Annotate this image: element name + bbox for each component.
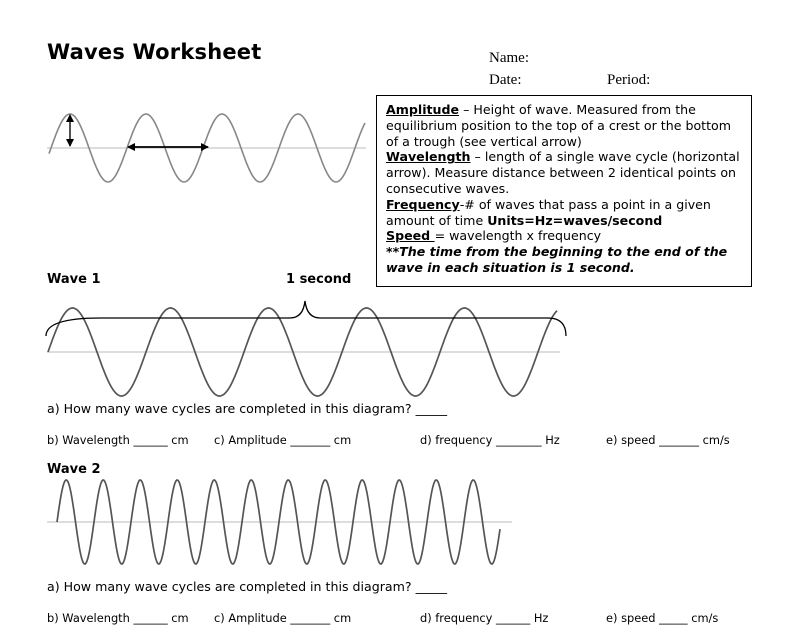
worksheet-title: Waves Worksheet (47, 40, 262, 64)
date-label: Date: (489, 72, 522, 88)
frequency-term: Frequency (386, 196, 460, 212)
wave2-question-b: b) Wavelength ______ cm (47, 611, 189, 625)
one-second-brace (46, 301, 566, 336)
period-label: Period: (607, 72, 651, 88)
speed-text: = wavelength x frequency (434, 228, 602, 244)
frequency-text: -# of waves that pass a point in a given amount of time (386, 196, 711, 228)
wave2-label: Wave 2 (47, 462, 101, 477)
wavelength-text: – length of a single wave cycle (horizontal arrow). Measure distance between 2 identical points on consecutive waves. (386, 149, 740, 196)
frequency-units: Units=Hz=waves/second (487, 212, 663, 228)
wave2-question-d: d) frequency ______ Hz (420, 611, 549, 625)
wave1-question-a: a) How many wave cycles are completed in this diagram? _____ (47, 401, 448, 416)
wave1-time-label: 1 second (286, 272, 352, 287)
name-label: Name: (489, 50, 529, 66)
time-note: **The time from the beginning to the end of the wave in each situation is 1 second. (386, 244, 728, 275)
amplitude-text: – Height of wave. Measured from the equilibrium position to the top of a crest or the bottom of a trough (see vertical arrow) (386, 102, 732, 149)
wave2-question-a: a) How many wave cycles are completed in this diagram? _____ (47, 579, 448, 594)
wave1-question-b: b) Wavelength ______ cm (47, 433, 189, 447)
wave1-question-d: d) frequency ________ Hz (420, 433, 560, 447)
amplitude-term: Amplitude (386, 102, 460, 117)
wave2-question-e: e) speed _____ cm/s (606, 611, 719, 625)
speed-term: Speed (386, 228, 435, 244)
wave1-label: Wave 1 (47, 272, 101, 287)
wave1-question-e: e) speed _______ cm/s (606, 433, 730, 447)
wave2-question-c: c) Amplitude _______ cm (214, 611, 352, 625)
wave1-question-c: c) Amplitude _______ cm (214, 433, 352, 447)
wavelength-term: Wavelength (386, 149, 471, 165)
